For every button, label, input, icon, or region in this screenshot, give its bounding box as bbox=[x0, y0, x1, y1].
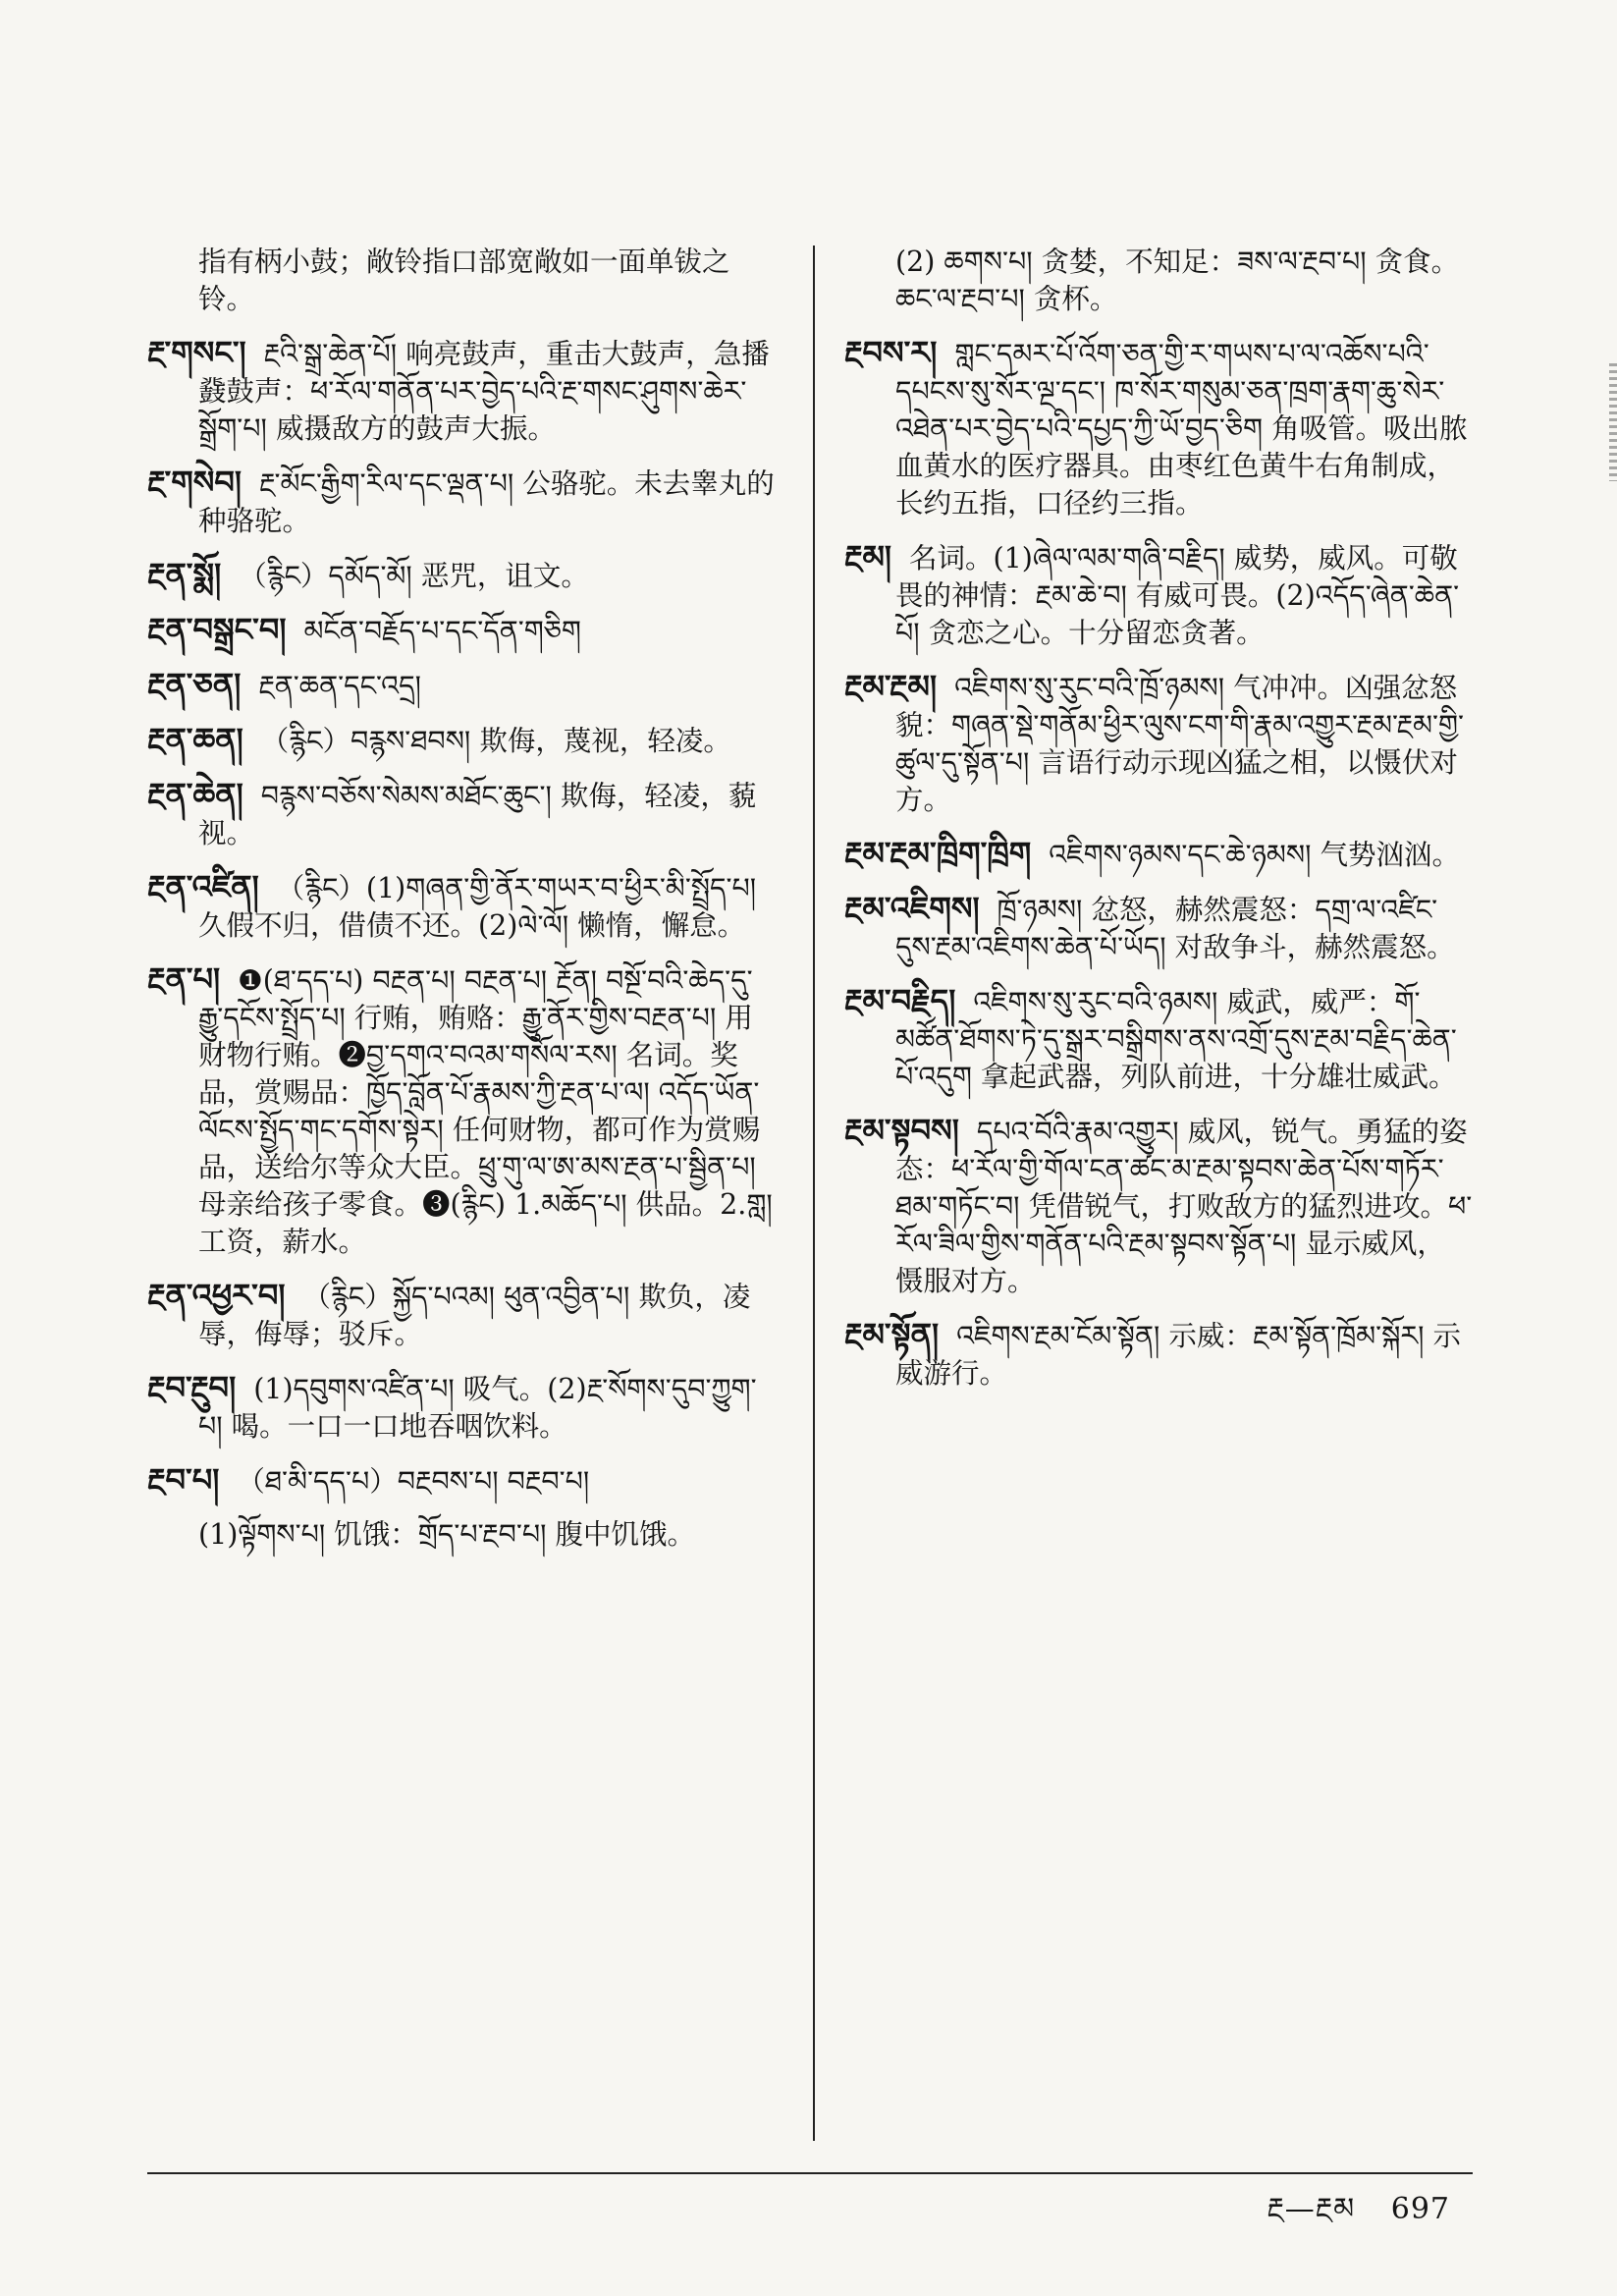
entry-definition: དཔའ་བོའི་རྣམ་འགྱུར། 威风，锐气。勇猛的姿态：ཕ་རོལ་གྱི་གོལ་ངན་ཚང་མ་རྔམ་སྟབས་ཆེན་པོས་གཏོར་ཐམ་གཏོང་བ། 凭借锐气，打败敌方的猛烈进攻。ཕ་རོལ་ཟིལ་གྱིས་གནོན་པའི་རྔམ་སྟབས་སྟོན་པ། 显示威风，慑服对方。 bbox=[895, 1116, 1473, 1297]
dictionary-entry bbox=[844, 982, 1473, 1096]
entry-definition: (1)ལྟོགས་པ། 饥饿：གྲོད་པ་རྔབ་པ། 腹中饥饿。 bbox=[198, 1518, 696, 1551]
entry-definition: འཇིགས་སུ་རུང་བའི་ཁྲོ་ཉམས། 气冲冲。凶强忿怒貌：གཞན་སྡེ་གནོམ་ཕྱིར་ལུས་ངག་གི་རྣམ་འགྱུར་རྔམ་རྔམ་གྱི་ཚུལ་དུ་སྟོན་པ། 言语行动示现凶猛之相，以慑伏对方。 bbox=[895, 672, 1465, 816]
footer-rule bbox=[147, 2172, 1473, 2174]
entry-headword: རྔབ་པ། bbox=[147, 1461, 220, 1499]
entry-headword: རྔམ་འཇིགས། bbox=[844, 890, 980, 927]
entry-headword: རྔམ་སྟོན། bbox=[844, 1316, 940, 1353]
entry-headword: རྔན་ཅན། bbox=[147, 666, 242, 703]
entry-definition: （རྙིང）(1)གཞན་གྱི་ནོར་གཡར་བ་ཕྱིར་མི་སྤྲོད་པ། 久假不归，借债不还。(2)ལེ་ལོ། 懒惰，懈怠。 bbox=[198, 872, 757, 942]
entry-headword: རྔམ་རྔམ། bbox=[844, 668, 938, 705]
entry-headword: རྔམ། bbox=[844, 538, 892, 575]
entry-definition: བརྙས་བཅོས་སེམས་མཐོང་ཆུང་། 欺侮，轻凌，藐视。 bbox=[198, 780, 757, 849]
entry-headword: རྔན་ཆན། bbox=[147, 721, 243, 758]
entry-definition: （རྙིང）བརྙས་ཐབས། 欺侮，蔑视，轻凌。 bbox=[260, 725, 731, 757]
entry-headword: རྔན་འཕྱར་བ། bbox=[147, 1277, 286, 1314]
entry-definition: རྔའི་སྒྲ་ཆེན་པོ། 响亮鼓声，重击大鼓声，急播鼗鼓声：ཕ་རོལ་གནོན་པར་བྱེད་པའི་རྔ་གསང་ཤུགས་ཆེར་སྒྲོག་པ། 威摄敌方的鼓声大振。 bbox=[198, 338, 770, 445]
entry-definition: འཇིགས་རྔམ་ངོམ་སྟོན། 示威：རྔམ་སྟོན་ཁྲོམ་སྐོར། 示威游行。 bbox=[895, 1320, 1461, 1390]
entry-headword: རྔམ་སྟབས། bbox=[844, 1112, 959, 1149]
dictionary-entry bbox=[844, 244, 1473, 318]
entry-headword: རྔན་འཛིན། bbox=[147, 868, 259, 905]
entry-definition: (1)དབུགས་འཛིན་པ། 吸气。(2)རྔ་སོགས་དུབ་ཀྱུག་པ། 喝。一口一口地吞咽饮料。 bbox=[198, 1373, 757, 1443]
entry-headword: རྔན་སྨོ། bbox=[147, 556, 222, 593]
entry-definition: རྔན་ཆན་དང་འདྲ། bbox=[258, 670, 421, 702]
dictionary-entry bbox=[147, 960, 776, 1261]
dictionary-entry bbox=[147, 1277, 776, 1353]
entry-headword: རྔན་པ། bbox=[147, 960, 221, 998]
entry-definition: （ཐ་མི་དད་པ）བརྔབས་པ། བརྔབ་པ། bbox=[237, 1465, 590, 1498]
dictionary-entry bbox=[844, 890, 1473, 966]
dictionary-entry bbox=[147, 244, 776, 318]
dictionary-entry bbox=[147, 611, 776, 650]
entry-headword: རྔན་ཆེན། bbox=[147, 776, 243, 813]
column-divider bbox=[813, 246, 815, 2141]
entry-headword: རྔ་གསང་། bbox=[147, 334, 246, 371]
dictionary-entry bbox=[147, 556, 776, 595]
entry-definition: གླང་དམར་པོ་འོག་ཅན་གྱི་ར་གཡས་པ་ལ་འཆོས་པའི་དཔངས་སུ་སོར་ལྔ་དང་། ཁ་སོར་གསུམ་ཅན་ཁྲག་རྣག་ཆུ་སེར་འཐེན་པར་བྱེད་པའི་དཔྱད་ཀྱི་ཡོ་བྱད་ཅིག 角吸管。吸出脓血黄水的医疗器具。由枣红色黄牛右角制成，长约五指，口径约三指。 bbox=[895, 338, 1468, 519]
entry-definition: ཁྲོ་ཉམས། 忿怒，赫然震怒：དགྲ་ལ་འཛིང་དུས་རྔམ་འཇིགས་ཆེན་པོ་ཡོད། 对敌争斗，赫然震怒。 bbox=[895, 894, 1455, 963]
dictionary-entry bbox=[844, 1316, 1473, 1393]
dictionary-entry bbox=[147, 1369, 776, 1446]
page-footer bbox=[1267, 2176, 1451, 2259]
entry-definition: (2) ཆགས་པ། 贪婪，不知足：ཟས་ལ་རྔབ་པ། 贪食。ཆང་ལ་རྔབ་པ། 贪杯。 bbox=[895, 246, 1460, 315]
dictionary-entry bbox=[147, 1516, 776, 1554]
entry-definition: ❶(ཐ་དད་པ) བརྔན་པ། བརྔན་པ། རྔོན། བསྔོ་བའི་ཆེད་དུ་རྒྱུ་དངོས་སྤྲོད་པ། 行贿，贿赂：རྒྱུ་ནོར་གྱིས་བརྔན་པ། 用财物行贿。❷བྱ་དགའ་བའམ་གསོལ་རས། 名词。奖品，赏赐品：ཁྱོད་བློན་པོ་རྣམས་ཀྱི་རྔན་པ་ལ། འདོད་ཡོན་ལོངས་སྤྱོད་གང་དགོས་སྟེར། 任何财物，都可作为赏赐品，送给尔等众大臣。ཕྲུ་གུ་ལ་ཨ་མས་རྔན་པ་སྦྱིན་པ། 母亲给孩子零食。❸(རྙིང) 1.མཆོད་པ། 供品。2.གླ། 工资，薪水。 bbox=[198, 964, 773, 1258]
dictionary-entry bbox=[844, 538, 1473, 652]
entry-headword: རྔན་བསྒྲང་བ། bbox=[147, 611, 287, 648]
entry-headword: རྔམ་བརྗིད། bbox=[844, 982, 956, 1019]
dictionary-entry bbox=[147, 868, 776, 945]
scan-edge-mark bbox=[1609, 363, 1617, 481]
entry-definition: （རྙིང）སྐྱོད་པའམ། ཕུན་འབྱིན་པ། 欺负，凌辱，侮辱；驳斥。 bbox=[198, 1281, 751, 1350]
dictionary-entry bbox=[844, 1112, 1473, 1300]
entry-definition: （རྙིང）དམོད་མོ། 恶咒，诅文。 bbox=[239, 560, 589, 592]
dictionary-entry bbox=[147, 1461, 776, 1501]
entry-definition: འཇིགས་ཉམས་དང་ཆེ་ཉམས། 气势汹汹。 bbox=[1049, 839, 1460, 871]
dictionary-entry bbox=[844, 334, 1473, 522]
entry-definition: འཇིགས་སུ་རུང་བའི་ཉམས། 威武，威严：གོ་མཚོན་ཐོགས་ཏེ་དུ་སྒྲར་བསྒྲིགས་ནས་འགྲོ་དུས་རྔམ་བརྗིད་ཆེན་པོ་འདུག 拿起武器，列队前进，十分雄壮威武。 bbox=[895, 986, 1457, 1093]
dictionary-entry bbox=[844, 668, 1473, 819]
entry-headword: རྔབ་རྔུབ། bbox=[147, 1369, 237, 1406]
dictionary-entry bbox=[147, 721, 776, 760]
footer-headword-range: རྔ—རྔམ bbox=[1267, 2192, 1356, 2226]
left-column bbox=[147, 244, 776, 1569]
entry-definition: 指有柄小鼓；敞铃指口部宽敞如一面单钹之铃。 bbox=[198, 246, 730, 315]
page-number: 697 bbox=[1390, 2192, 1450, 2226]
dictionary-entry bbox=[147, 776, 776, 852]
dictionary-entry bbox=[147, 666, 776, 705]
entry-headword: རྔམ་རྔམ་ཁྲིག་ཁྲིག bbox=[844, 835, 1032, 872]
dictionary-entry bbox=[844, 835, 1473, 874]
entry-definition: 名词。(1)ཞེལ་ལམ་གཞི་བརྗིད། 威势，威风。可敬畏的神情：རྔམ་ཆེ་བ། 有威可畏。(2)འདོད་ཞེན་ཆེན་པོ། 贪恋之心。十分留恋贪著。 bbox=[895, 542, 1460, 649]
entry-definition: རྔ་མོང་རྒྱིག་རིལ་དང་ལྡན་པ། 公骆驼。未去睾丸的种骆驼。 bbox=[198, 467, 775, 537]
dictionary-entry bbox=[147, 464, 776, 540]
entry-headword: རྔབས་ར། bbox=[844, 334, 938, 371]
entry-headword: རྔ་གསེབ། bbox=[147, 464, 242, 501]
entry-definition: མངོན་བརྗོད་པ་དང་དོན་གཅིག bbox=[303, 615, 581, 647]
right-column bbox=[844, 244, 1473, 1408]
dictionary-entry bbox=[147, 334, 776, 448]
